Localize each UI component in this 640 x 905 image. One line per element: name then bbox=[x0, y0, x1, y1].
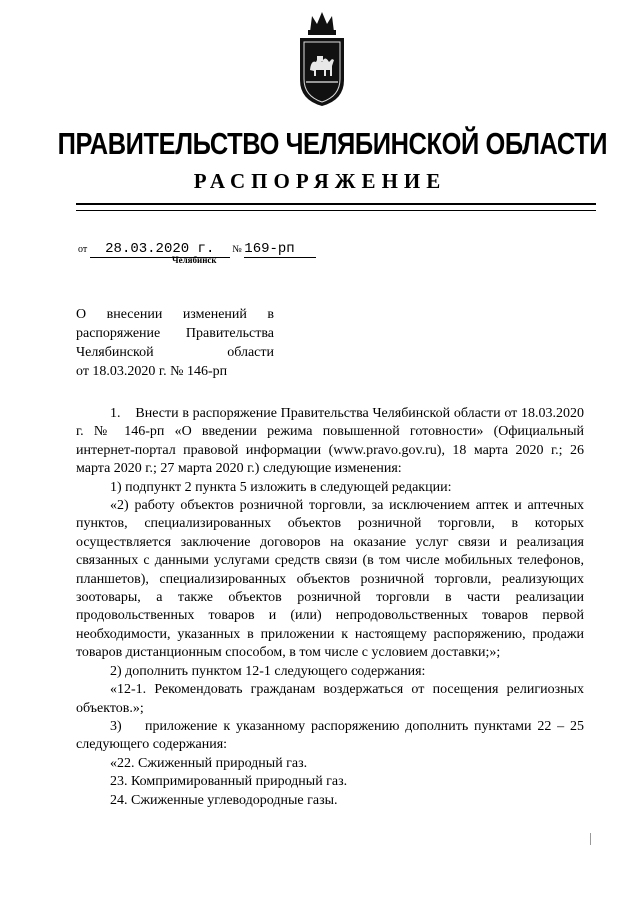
document-subject bbox=[76, 305, 274, 381]
subject-line: распоряжение Правительства bbox=[76, 326, 274, 341]
body-paragraph: «12-1. Рекомендовать гражданам воздержаться от посещения религиозных объектов.»; bbox=[76, 682, 584, 716]
date-prefix: от bbox=[78, 244, 88, 255]
body-paragraph: «22. Сжиженный природный газ. bbox=[110, 755, 308, 771]
document-type: РАСПОРЯЖЕНИЕ bbox=[193, 169, 447, 193]
government-title: ПРАВИТЕЛЬСТВО ЧЕЛЯБИНСКОЙ ОБЛАСТИ bbox=[57, 126, 608, 161]
subject-line: от 18.03.2020 г. № 146-рп bbox=[76, 364, 228, 379]
document-number: 169-рп bbox=[244, 241, 316, 258]
body-paragraph: 24. Сжиженные углеводородные газы. bbox=[110, 792, 338, 808]
subject-line: Челябинской области bbox=[76, 345, 274, 360]
subject-line: О внесении изменений в bbox=[76, 307, 274, 322]
body-paragraph: 1. Внести в распоряжение Правительства Челябинской области от 18.03.2020 г. № 146-рп «О введении режима повышенной готовности» (Официальный интернет-портал правовой информации (www.pravo.gov.ru), 18 марта 2020 г.; 26 марта 2020 г.; 27 марта 2020 г.) следующие изменения: bbox=[76, 406, 584, 477]
body-paragraph: 1) подпункт 2 пункта 5 изложить в следующей редакции: bbox=[110, 479, 452, 495]
header-rule-thin bbox=[76, 210, 596, 211]
body-paragraph: 2) дополнить пунктом 12-1 следующего содержания: bbox=[110, 663, 426, 679]
document-date: 28.03.2020 г. bbox=[90, 241, 230, 258]
scan-mark bbox=[590, 833, 591, 845]
document-body bbox=[76, 405, 584, 810]
body-paragraph: 3) приложение к указанному распоряжению дополнить пунктами 22 – 25 следующего содержания: bbox=[76, 718, 584, 753]
body-paragraph: «2) работу объектов розничной торговли, за исключением аптек и аптечных пунктов, специализированных объектов розничной торговли, в которых осуществляется заключение договоров на оказание услуг связи и реализация связанных с данными услугами средств связи (в том числе мобильных телефонов, планшетов), специализированных объектов розничной торговли, реализующих зоотовары, а также объектов розничной торговли в части реализации продовольственных товаров и (или) непродовольственных товаров первой необходимости, указанных в приложении к настоящему распоряжению, продажи товаров дистанционным способом, в том числе с условием доставки;»; bbox=[76, 498, 584, 661]
coat-of-arms-icon bbox=[292, 10, 352, 108]
city-label: Челябинск bbox=[172, 255, 217, 265]
number-label: № bbox=[232, 244, 242, 255]
body-paragraph: 23. Компримированный природный газ. bbox=[110, 774, 348, 790]
header-rule-thick bbox=[76, 203, 596, 205]
